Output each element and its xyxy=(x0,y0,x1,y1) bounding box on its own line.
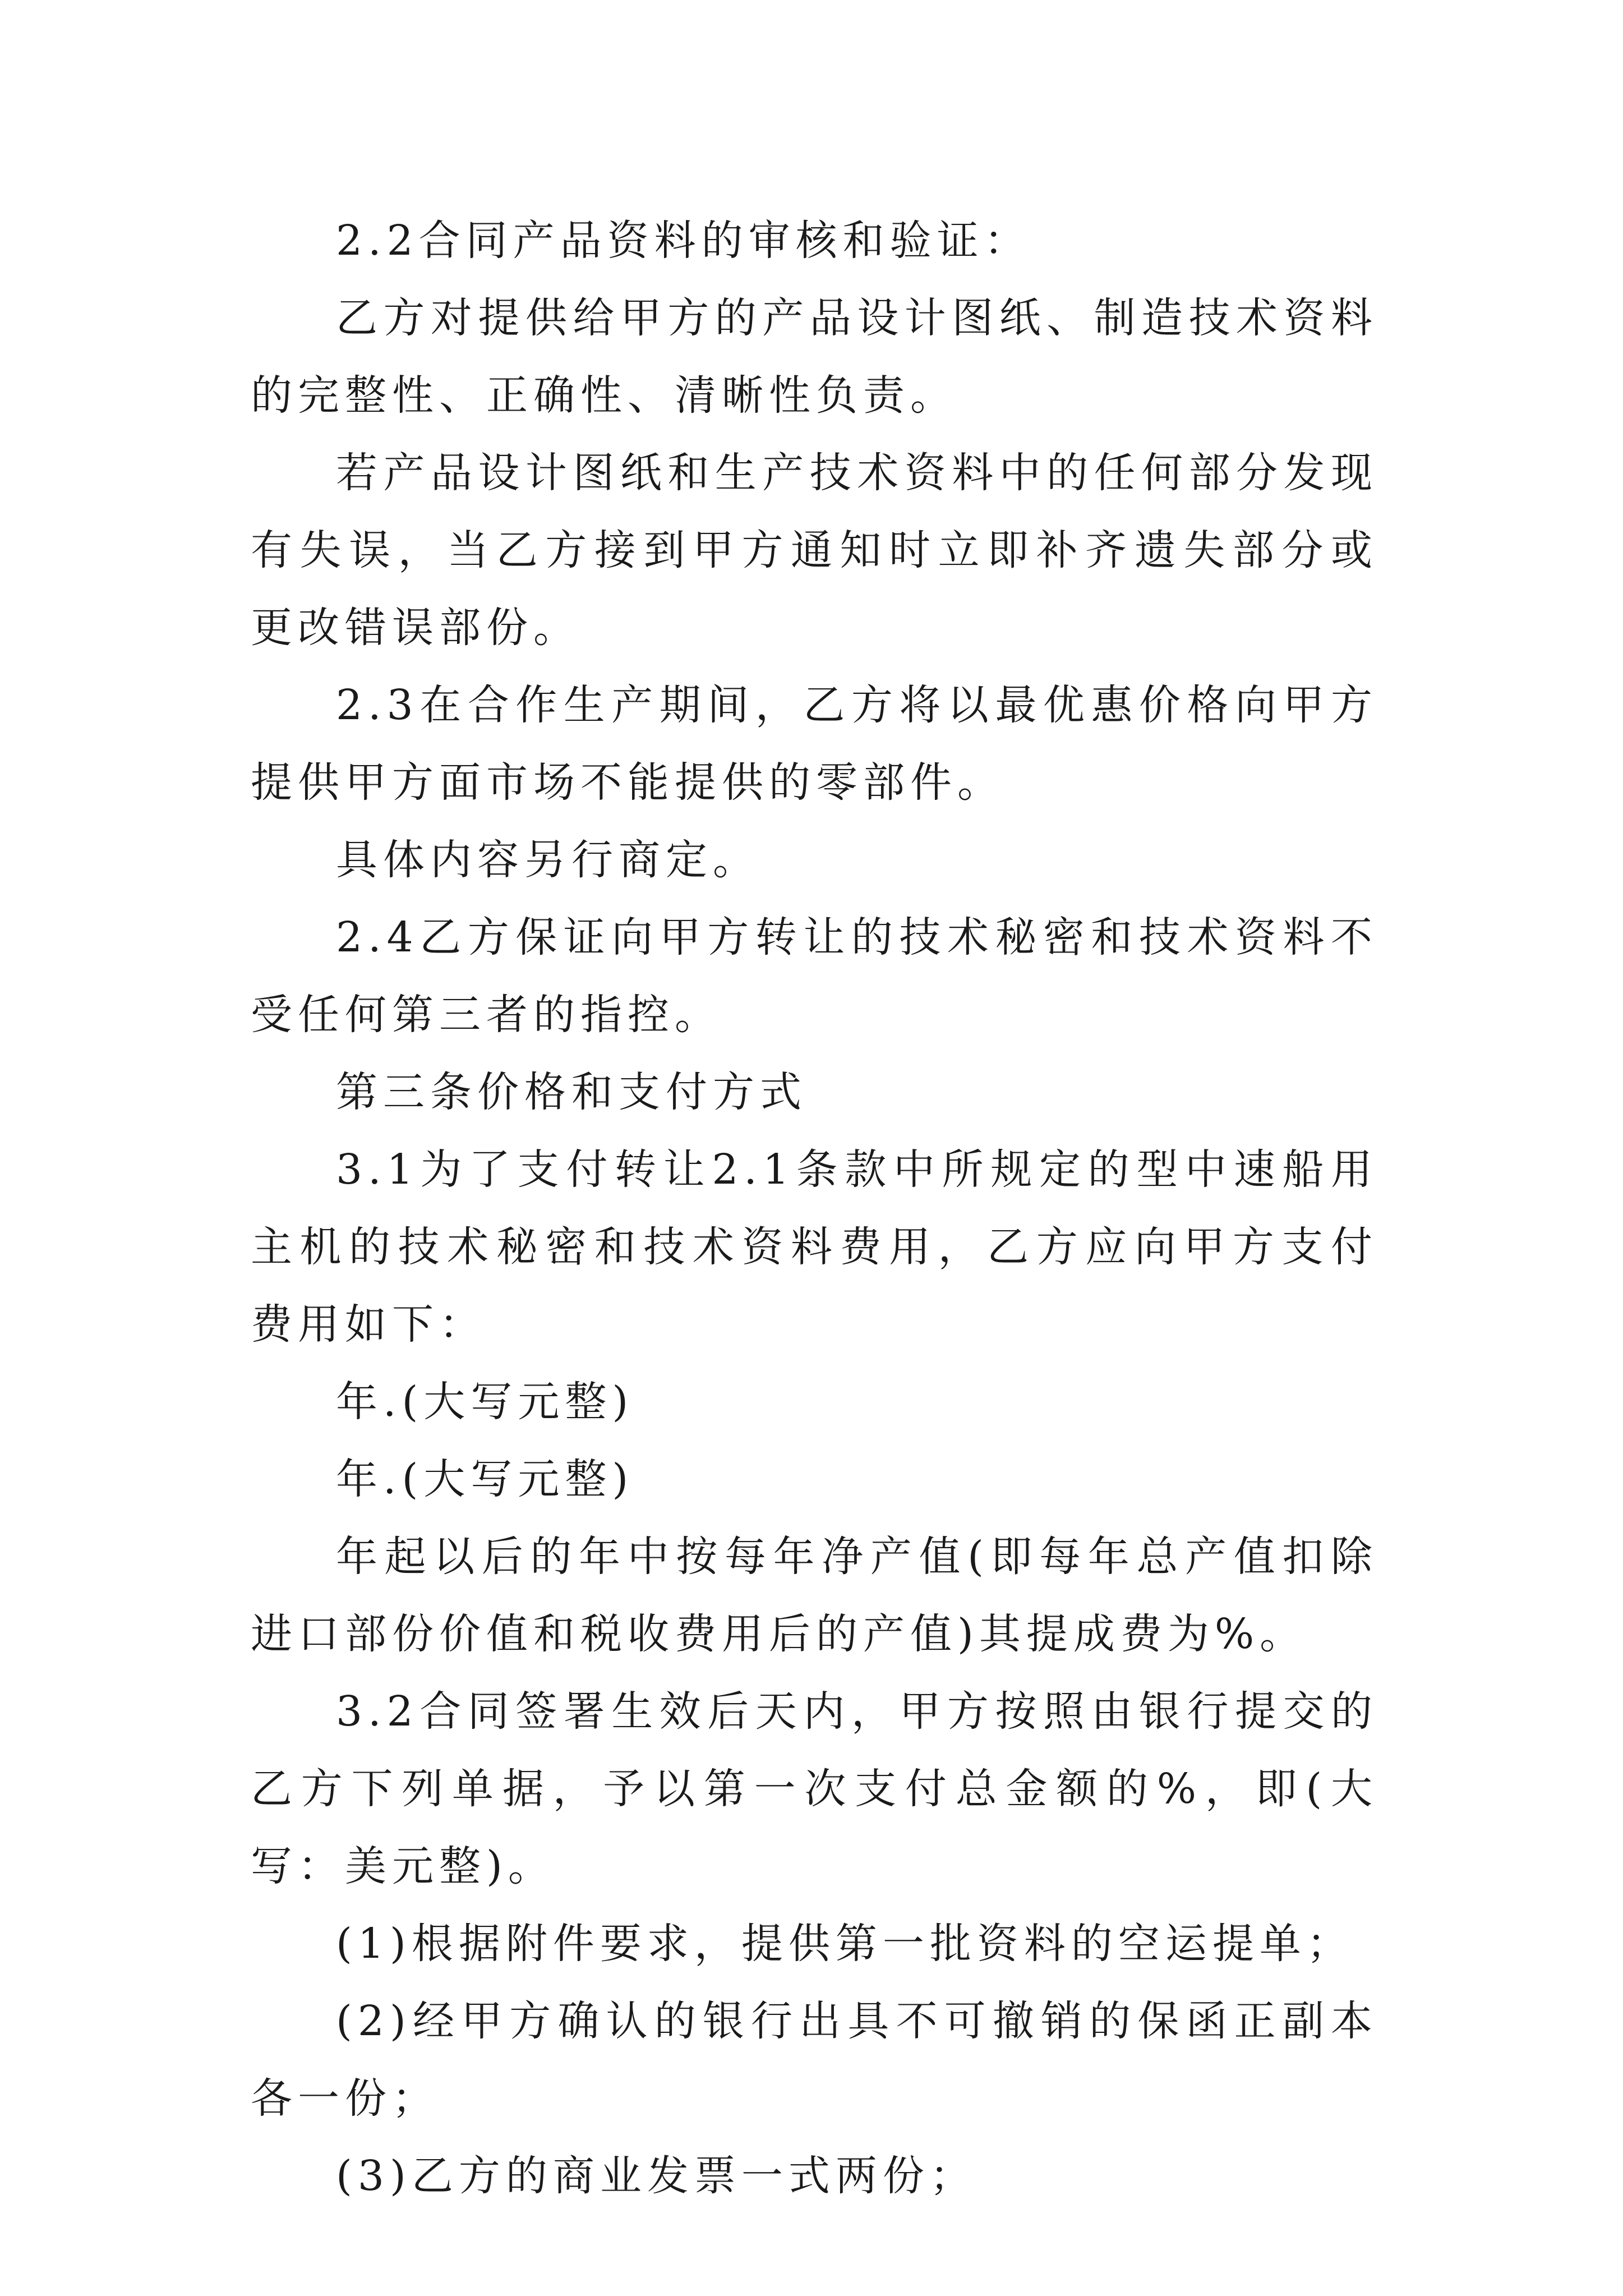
royalty-paragraph: 年起以后的年中按每年净产值(即每年总产值扣除进口部份价值和税收费用后的产值)其提成费为%。 xyxy=(251,1533,1378,1658)
section-2-2-heading: 2.2合同产品资料的审核和验证： xyxy=(336,217,1031,265)
payment-line-1: 年.(大写元整) xyxy=(336,1378,634,1426)
document-item-3: (3)乙方的商业发票一式两份； xyxy=(336,2152,977,2200)
paragraph-error-correction: 若产品设计图纸和生产技术资料中的任何部分发现有失误，当乙方接到甲方通知时立即补齐遗失部分或更改错误部份。 xyxy=(251,449,1378,652)
paragraph-responsibility: 乙方对提供给甲方的产品设计图纸、制造技术资料的完整性、正确性、清晰性负责。 xyxy=(251,294,1378,420)
paragraph-details: 具体内容另行商定。 xyxy=(336,836,760,884)
payment-line-2: 年.(大写元整) xyxy=(336,1455,634,1503)
document-item-2: (2)经甲方确认的银行出具不可撤销的保函正副本各一份； xyxy=(251,1997,1378,2123)
section-3-2: 3.2合同签署生效后天内，甲方按照由银行提交的乙方下列单据，予以第一次支付总金额的%，即(大写：美元整)。 xyxy=(251,1687,1378,1890)
document-body xyxy=(251,202,1378,2215)
section-3-1: 3.1为了支付转让2.1条款中所规定的型中速船用主机的技术秘密和技术资料费用，乙方应向甲方支付费用如下： xyxy=(251,1145,1378,1349)
section-2-3: 2.3在合作生产期间，乙方将以最优惠价格向甲方提供甲方面市场不能提供的零部件。 xyxy=(251,681,1378,807)
article-3-heading: 第三条价格和支付方式 xyxy=(336,1068,807,1116)
section-2-4: 2.4乙方保证向甲方转让的技术秘密和技术资料不受任何第三者的指控。 xyxy=(251,913,1378,1039)
document-item-1: (1)根据附件要求，提供第一批资料的空运提单； xyxy=(336,1920,1354,1968)
